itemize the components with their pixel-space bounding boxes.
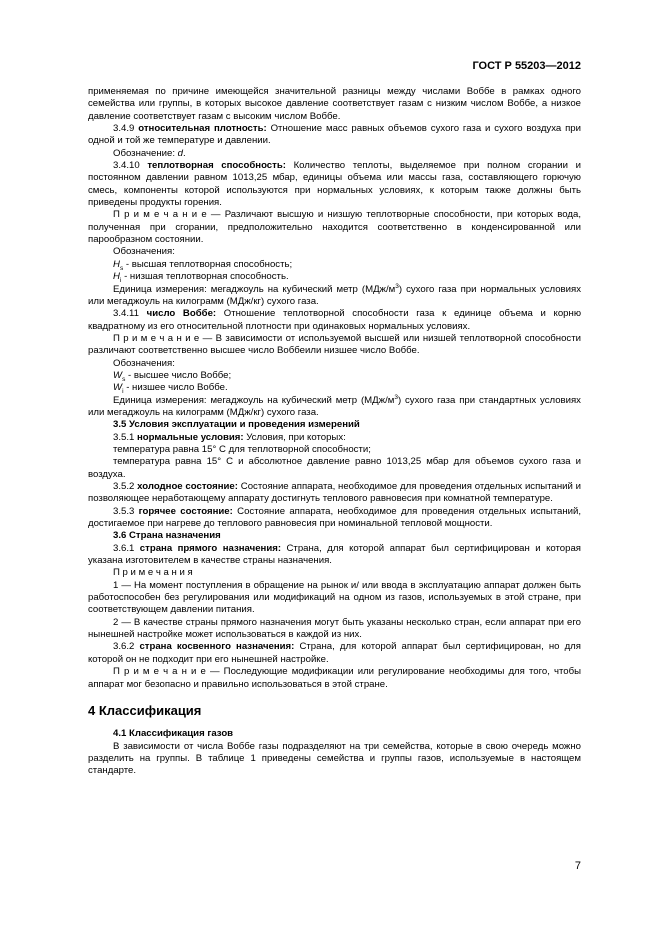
note: П р и м е ч а н и е — В зависимости от используемой высшей или низшей теплотворной способности различают соответственно высшее число Воббеили низшее число Воббе.: [88, 332, 581, 357]
notes-label: П р и м е ч а н и я: [113, 567, 193, 579]
section-heading-4: 4 Классификация: [88, 702, 202, 718]
paragraph: В зависимости от числа Воббе газы подразделяют на три семейства, которые в свою очередь можно разделить на группы. В таблице 1 приведены семейства и группы газов, используемые в настоящем стандарте.: [88, 740, 581, 777]
standard-header: ГОСТ Р 55203—2012: [472, 60, 581, 72]
clause-3-6-1: 3.6.1 страна прямого назначения: Страна, для которой аппарат был сертифицирован и которая указана изготовителем в качестве страны назначения.: [88, 542, 581, 567]
designations-label: Обозначения:: [113, 246, 175, 258]
unit-paragraph: Единица измерения: мегаджоуль на кубический метр $(МДж/м^3)$ сухого газа при стандартных условиях или мегаджоуль на килограмм (МДж/кг) сухого газа.: [88, 393, 581, 418]
note-item: 2 — В качестве страны прямого назначения могут быть указаны несколько стран, если аппарат при его нынешней настройке может использоваться в каждой из них.: [88, 616, 581, 641]
designation: Обозначение: d.: [113, 147, 186, 159]
list-item: температура равна 15° С и абсолютное давление равно 1013,25 мбар для объемов сухого газа и воздуха.: [88, 456, 581, 480]
designation-hi: $H_i$ - низшая теплотворная способность.: [113, 271, 289, 285]
clause-3-6-2: 3.6.2 страна косвенного назначения: Страна, для которой аппарат был сертифицирован, но для которой он не подходит при его нынешней настройке.: [88, 641, 581, 665]
section-heading-3-6: 3.6 Страна назначения: [113, 530, 221, 542]
clause-3-4-10: 3.4.10 теплотворная способность: Количество теплоты, выделяемое при полном сгорании и постоянном давлении равном 1013,25 мбар, единицы объема или массы газа, составляющего горючую смесь, компоненты которой используются при нормальных условиях, к которым также должны быть приведены продукты горения.: [88, 160, 581, 209]
unit-paragraph: Единица измерения: мегаджоуль на кубический метр $(МДж/м^3)$ сухого газа при нормальных условиях или мегаджоуль на килограмм (МДж/кг) сухого газа.: [88, 282, 581, 307]
clause-3-4-11: 3.4.11 число Воббе: Отношение теплотворной способности газа к единице объема и корню квадратному из его относительной плотности при одинаковых нормальных условиях.: [88, 308, 582, 332]
note-item: 1 — На момент поступления в обращение на рынок и/ или ввода в эксплуатацию аппарат должен быть работоспособен без регулирования или модификаций на одном из газов, используемых в этой стране, при соответствующем давлении питания.: [88, 579, 581, 616]
section-heading-4-1: 4.1 Классификация газов: [113, 728, 234, 740]
paragraph: применяемая по причине имеющейся значительной разницы между числами Воббе в рамках одного семейства или группы, в которых высокое давление соответствует газам с низким числом Воббе, а низкое давление соответствует газам с высоким числом Воббе.: [88, 86, 581, 122]
note: П р и м е ч а н и е — Последующие модификации или регулирование необходимы для того, чтобы аппарат мог безопасно и правильно использоваться в этой стране.: [88, 666, 581, 690]
clause-3-5-1: 3.5.1 нормальные условия: Условия, при которых:: [113, 431, 346, 443]
designations-label: Обозначения:: [113, 357, 175, 369]
clause-3-4-9: 3.4.9 относительная плотность: Отношение масс равных объемов сухого газа и сухого воздуха при одной и той же температуре и давлении.: [88, 123, 582, 147]
designation-ws: $W_s$ - высшее число Воббе;: [113, 369, 232, 383]
clause-3-5-2: 3.5.2 холодное состояние: Состояние аппарата, необходимое для проведения отдельных испытаний и позволяющее неработающему аппарату достигнуть теплового равновесия при комнатной температуре.: [88, 481, 581, 505]
note: П р и м е ч а н и е — Различают высшую и низшую теплотворные способности, при которых вода, полученная при сгорании, предположительно находится соответственно в конденсированной или парообразном состоянии.: [88, 209, 582, 246]
designation-hs: $H_s$ - высшая теплотворная способность;: [113, 258, 293, 272]
designation-wi: $W_i$ - низшее число Воббе.: [113, 382, 228, 396]
document-body: [88, 86, 581, 778]
page-number: 7: [574, 860, 581, 872]
list-item: температура равна 15° С для теплотворной способности;: [113, 443, 371, 455]
clause-3-5-3: 3.5.3 горячее состояние: Состояние аппарата, необходимое для проведения отдельных испытаний, достигаемое при нагреве до теплового равновесия при номинальной тепловой мощности.: [88, 505, 582, 530]
section-heading-3-5: 3.5 Условия эксплуатации и проведения измерений: [113, 419, 360, 431]
